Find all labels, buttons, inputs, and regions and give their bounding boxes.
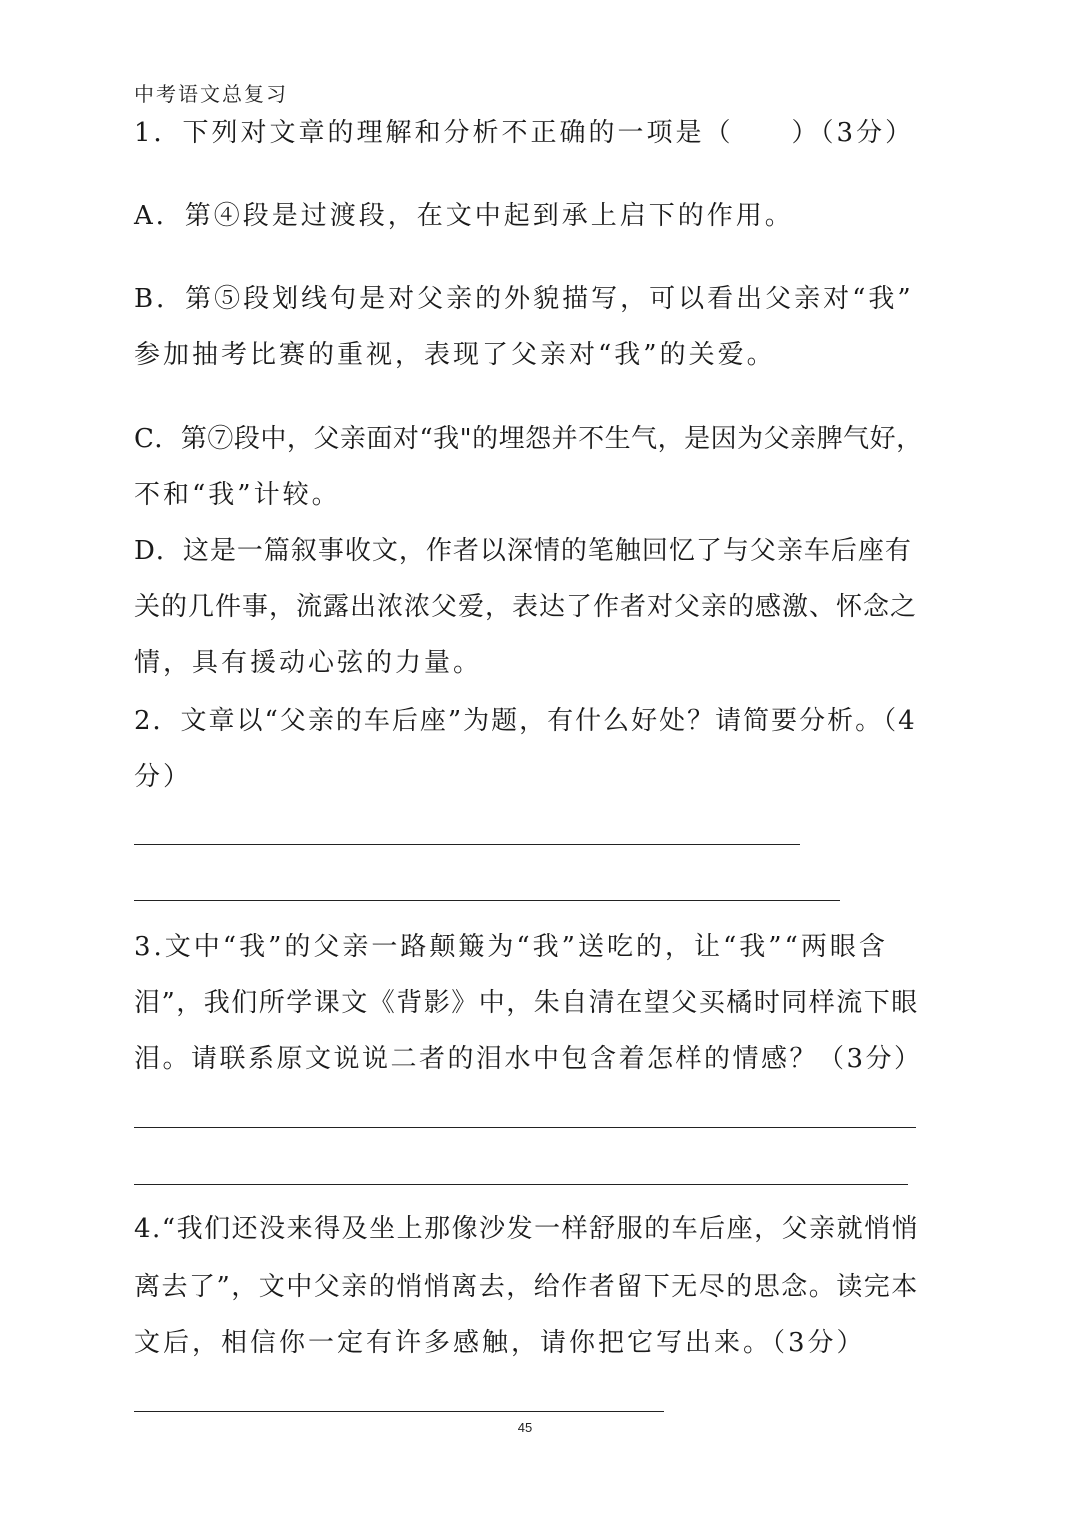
q1-option-a: A．第④段是过渡段，在文中起到承上启下的作用。 (134, 201, 794, 231)
q1-option-d-line1: D．这是一篇叙事收文，作者以深情的笔触回忆了与父亲车后座有 (134, 536, 912, 566)
q4-line3: 文后，相信你一定有许多感触，请你把它写出来。（3分） (134, 1328, 866, 1358)
q1-option-c-line2: 不和“我”计较。 (134, 480, 341, 510)
q3-line1: 3.文中“我”的父亲一路颠簸为“我”送吃的，让“我”“两眼含 (134, 932, 888, 962)
q4-line1: 4.“我们还没来得及坐上那像沙发一样舒服的车后座，父亲就悄悄 (134, 1214, 920, 1244)
q1-option-b-line2: 参加抽考比赛的重视，表现了父亲对“我”的关爱。 (134, 340, 776, 370)
q3-line2: 泪”，我们所学课文《背影》中，朱自清在望父买橘时同样流下眼 (134, 988, 919, 1018)
running-header: 中考语文总复习 (134, 82, 288, 106)
q2-answer-line-2[interactable] (134, 900, 840, 901)
q3-answer-line-1[interactable] (134, 1127, 916, 1128)
q4-answer-line-1[interactable] (134, 1411, 664, 1412)
q1-option-d-line2: 关的几件事，流露出浓浓父爱，表达了作者对父亲的感激、怀念之 (134, 592, 918, 622)
q4-line2: 离去了”，文中父亲的悄悄离去，给作者留下无尽的思念。读完本 (134, 1272, 919, 1302)
q3-line3: 泪。请联系原文说说二者的泪水中包含着怎样的情感？（3分） (134, 1044, 923, 1074)
q3-answer-line-2[interactable] (134, 1184, 908, 1185)
q2-answer-line-1[interactable] (134, 844, 800, 845)
q2-line1: 2．文章以“父亲的车后座”为题，有什么好处？请简要分析。（4 (134, 706, 917, 736)
q1-stem: 1．下列对文章的理解和分析不正确的一项是（ ）（3分） (134, 118, 915, 148)
q1-option-b-line1: B．第⑤段划线句是对父亲的外貌描写，可以看出父亲对“我” (134, 284, 914, 314)
q1-option-d-line3: 情，具有援动心弦的力量。 (134, 648, 483, 678)
page-number: 45 (517, 1420, 533, 1435)
q1-option-c-line1: C．第⑦段中，父亲面对“我"的埋怨并不生气，是因为父亲脾气好， (134, 424, 923, 454)
q2-line2: 分） (134, 762, 193, 792)
